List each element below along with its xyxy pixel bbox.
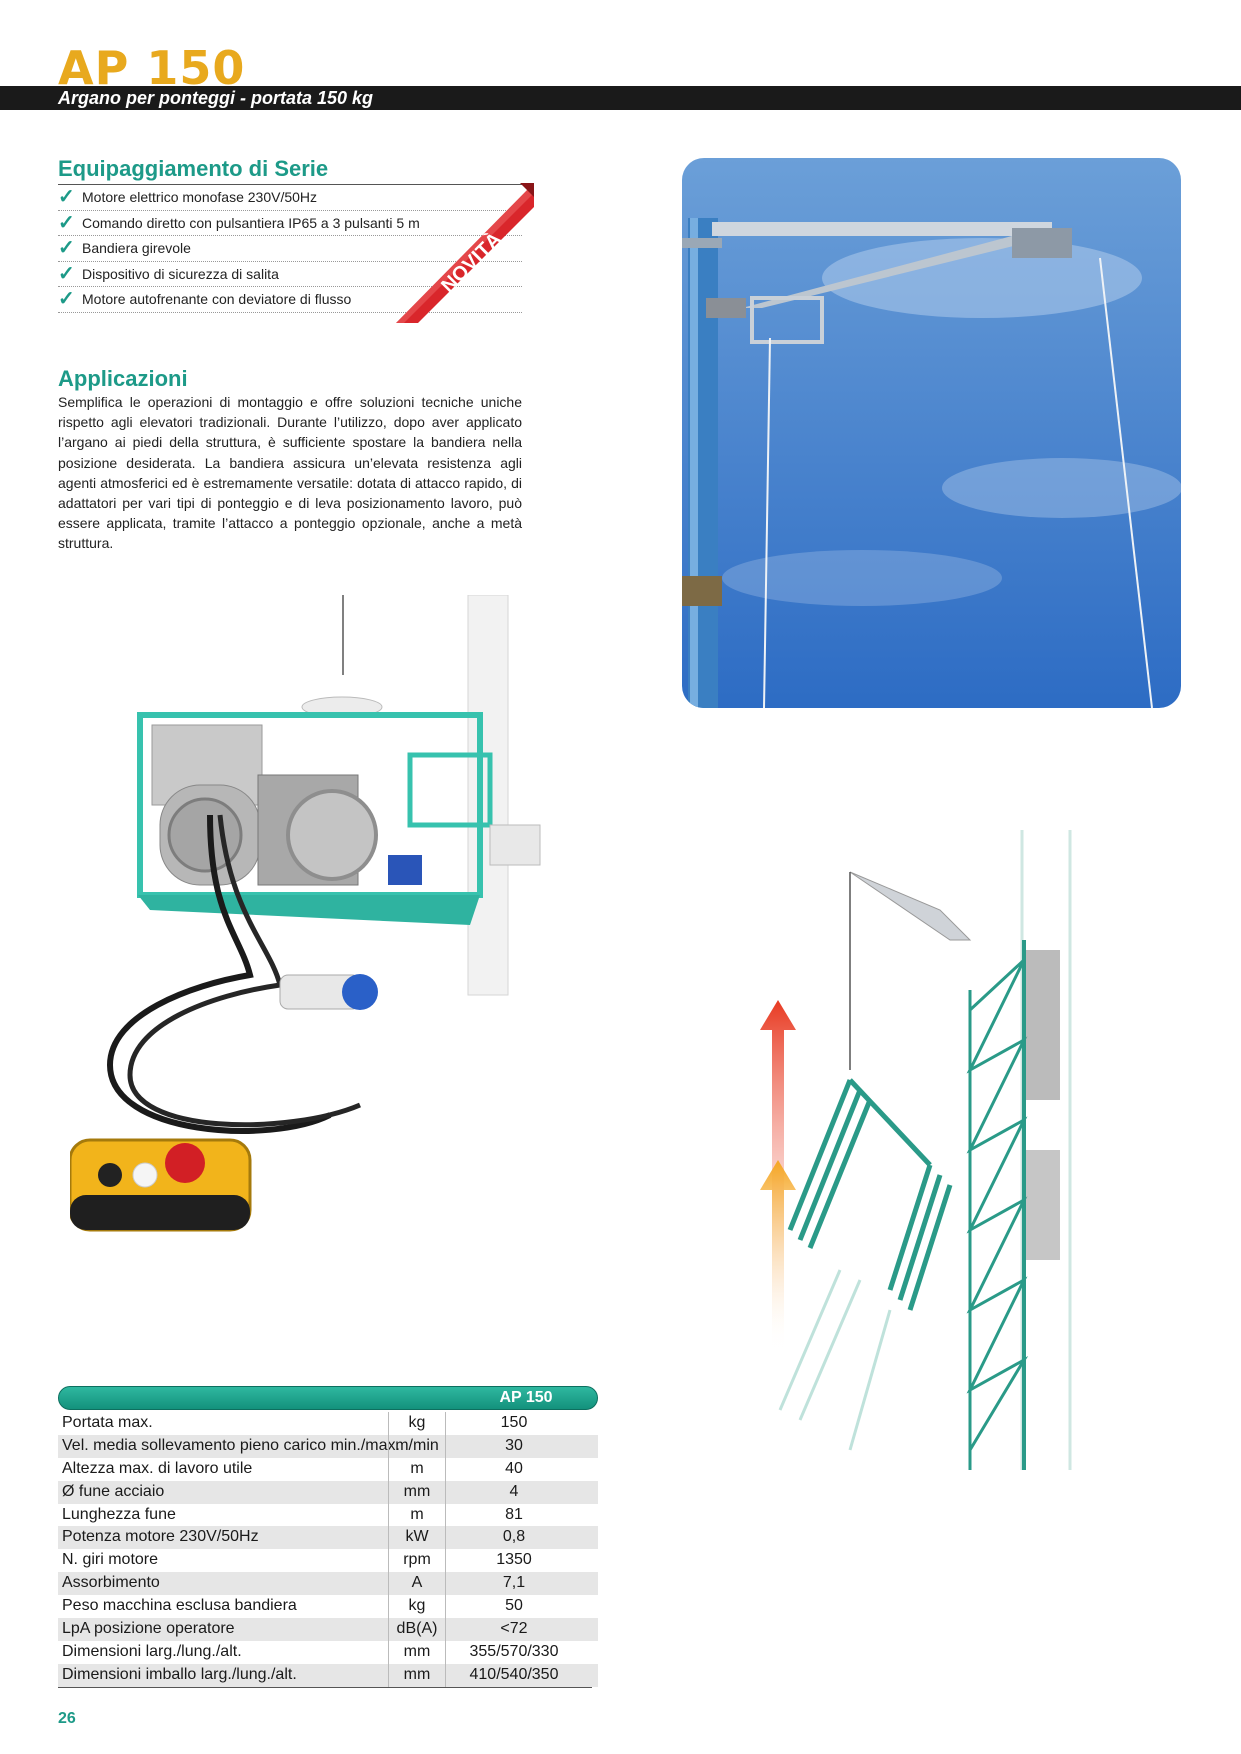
page-number: 26 — [58, 1710, 76, 1727]
lifting-diagram — [740, 830, 1120, 1470]
model-title: AP 150 — [58, 41, 246, 95]
table-row: LpA posizione operatore dB(A) <72 — [58, 1618, 598, 1641]
table-row: Dimensioni larg./lung./alt. mm 355/570/330 — [58, 1641, 598, 1664]
table-row: Assorbimento A 7,1 — [58, 1572, 598, 1595]
table-row: Altezza max. di lavoro utile m 40 — [58, 1458, 598, 1481]
table-row: Lunghezza fune m 81 — [58, 1504, 598, 1527]
list-item: ✓ Motore elettrico monofase 230V/50Hz — [58, 185, 522, 211]
table-row: Portata max. kg 150 — [58, 1412, 598, 1435]
check-icon: ✓ — [58, 288, 75, 311]
spec-table — [58, 1384, 598, 1688]
table-row: Vel. media sollevamento pieno carico min./max. m/min 30 — [58, 1435, 598, 1458]
check-icon: ✓ — [58, 262, 75, 285]
table-row: Potenza motore 230V/50Hz kW 0,8 — [58, 1526, 598, 1549]
check-icon: ✓ — [58, 211, 75, 234]
spec-table-header — [58, 1384, 598, 1412]
winch-photo — [70, 595, 630, 1300]
list-item: ✓ Comando diretto con pulsantiera IP65 a 3 pulsanti 5 m — [58, 211, 522, 237]
table-row: N. giri motore rpm 1350 — [58, 1549, 598, 1572]
list-item: ✓ Motore autofrenante con deviatore di flusso — [58, 287, 522, 313]
list-item: ✓ Dispositivo di sicurezza di salita — [58, 262, 522, 288]
subtitle: Argano per ponteggi - portata 150 kg — [58, 88, 374, 108]
spec-rows — [58, 1412, 598, 1687]
applications-title: Applicazioni — [58, 366, 188, 391]
check-icon: ✓ — [58, 186, 75, 209]
crane-photo — [682, 158, 1181, 708]
table-row: Ø fune acciaio mm 4 — [58, 1481, 598, 1504]
list-item: ✓ Bandiera girevole — [58, 236, 522, 262]
table-row: Peso macchina esclusa bandiera kg 50 — [58, 1595, 598, 1618]
novita-badge — [396, 183, 534, 323]
applications-text: Semplifica le operazioni di montaggio e offre soluzioni tecniche uniche rispetto agli elevatori tradizionali. Durante l’utilizzo, dopo aver applicato l’argano ai piedi della struttura, è sufficiente spostare la bandiera nella posizione desiderata. La bandiera assicura un’elevata resistenza agli agenti atmosferici ed è estremamente versatile: dotata di attacco rapido, di adattatori per vari tipi di ponteggio e di leva posizionamento lavoro, può essere applicata, tramite l’attacco a ponteggio opzionale, anche a metà struttura. — [58, 394, 522, 552]
novita-label: NOVITÀ — [437, 228, 507, 298]
table-divider — [58, 1687, 592, 1689]
spec-column-title: AP 150 — [499, 1389, 553, 1406]
table-row: Dimensioni imballo larg./lung./alt. mm 410/540/350 — [58, 1664, 598, 1687]
equipment-title: Equipaggiamento di Serie — [58, 156, 329, 181]
check-icon: ✓ — [58, 237, 75, 260]
